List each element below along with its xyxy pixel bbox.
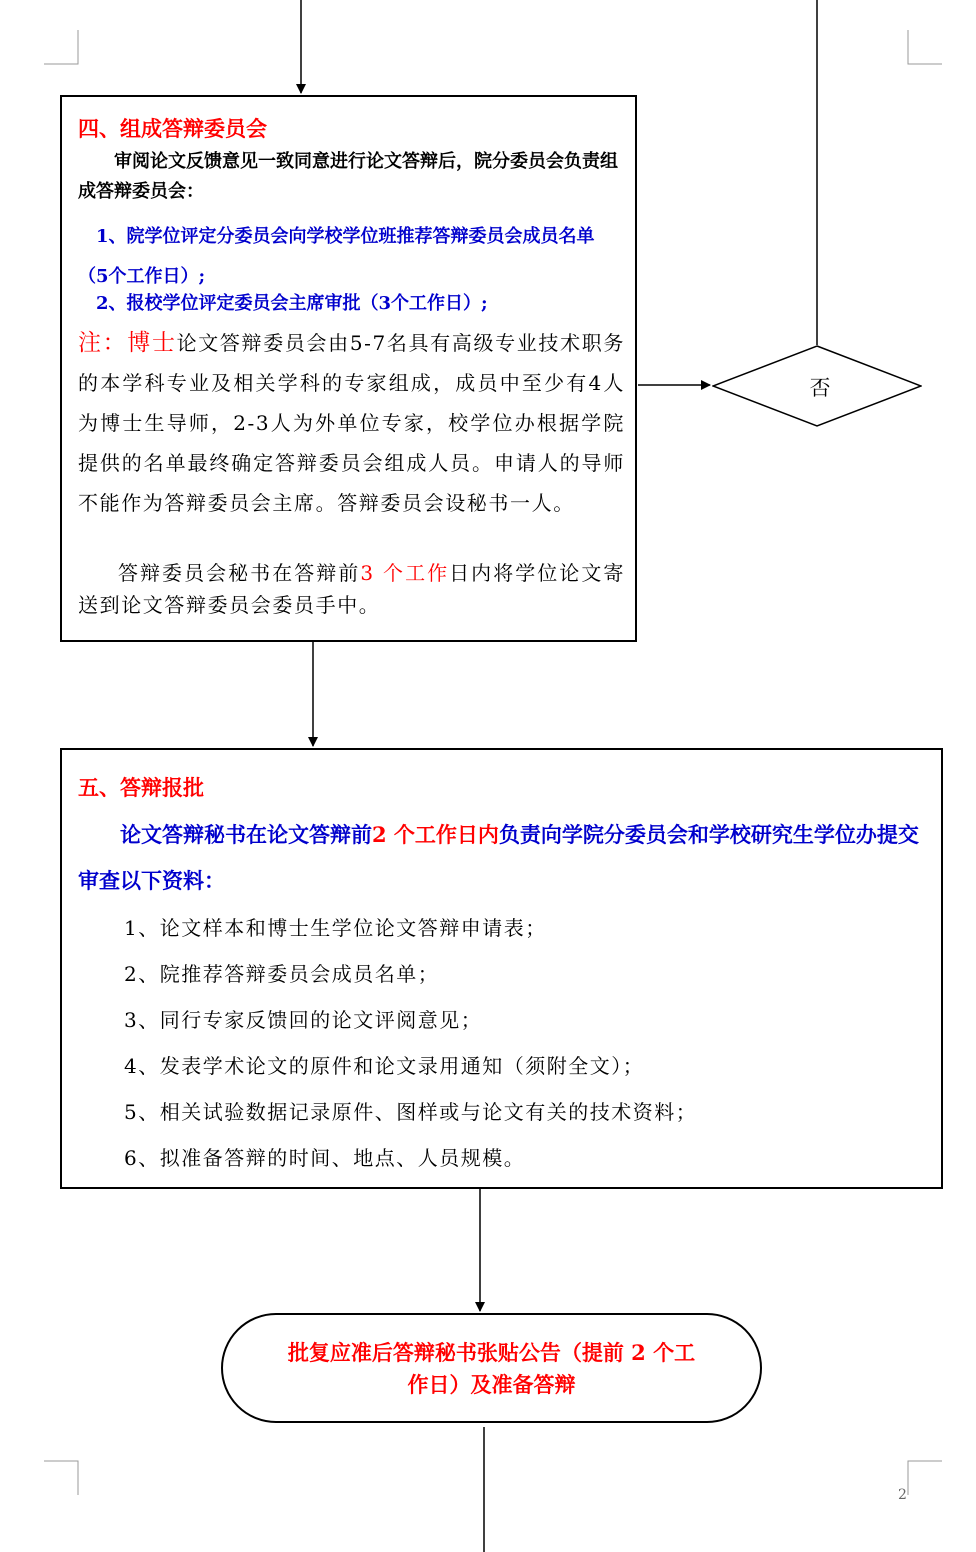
step-4-intro: 审阅论文反馈意见一致同意进行论文答辩后，院分委员会负责组成答辩委员会：: [78, 151, 618, 202]
step-4-box: [60, 95, 637, 642]
intro-deadline: 2 个工作日内: [372, 822, 499, 847]
terminal-node: [221, 1313, 762, 1423]
decision-label: 否: [809, 376, 831, 400]
note-label: 注：博士: [78, 330, 177, 356]
secretary-text-before: 答辩委员会秘书在答辩前: [118, 561, 361, 585]
step-4-secretary-note: [78, 557, 625, 621]
intro-text-before: 论文答辩秘书在论文答辩前: [120, 822, 372, 847]
page-number: 2: [898, 1487, 907, 1503]
materials-list: [124, 905, 697, 1181]
intro-text-after: 负责向学院分委员会和学校研究生学位办提交审查以下资料：: [78, 822, 919, 893]
step-4-item-2: 2、报校学位评定委员会主席审批（3个工作日）;: [96, 293, 488, 314]
step-5-title: 五、答辩报批: [78, 775, 204, 800]
note-text: 论文答辩委员会由5-7名具有高级专业技术职务的本学科专业及相关学科的专家组成，成员中至少有4人为博士生导师，2-3人为外单位专家，校学位办根据学院提供的名单最终确定答辩委员会组成人员。申请人的导师不能作为答辩委员会主席。答辩委员会设秘书一人。: [78, 331, 625, 515]
terminal-label: 批复应准后答辩秘书张贴公告（提前 2 个工作日）及准备答辩: [287, 1340, 696, 1397]
list-item: 1、论文样本和博士生学位论文答辩申请表；: [124, 916, 547, 940]
secretary-text-after: 日内将学位论文寄送到论文答辩委员会委员手中。: [78, 561, 625, 617]
step-4-item-1: 1、院学位评定分委员会向学校学位班推荐答辩委员会成员名单（5个工作日）;: [78, 226, 595, 287]
list-item: 3、同行专家反馈回的论文评阅意见；: [124, 1008, 483, 1032]
list-item: 4、发表学术论文的原件和论文录用通知（须附全文）；: [124, 1054, 645, 1078]
step-5-box: [60, 748, 943, 1189]
list-item: 2、院推荐答辩委员会成员名单；: [124, 962, 440, 986]
secretary-deadline: 3 个工作: [360, 561, 450, 585]
list-item: 5、相关试验数据记录原件、图样或与论文有关的技术资料；: [124, 1100, 698, 1124]
list-item: 6、拟准备答辩的时间、地点、人员规模。: [124, 1146, 526, 1170]
step-5-intro: [78, 812, 938, 904]
step-4-title: 四、组成答辩委员会: [78, 116, 267, 141]
step-4-note: [78, 323, 625, 523]
